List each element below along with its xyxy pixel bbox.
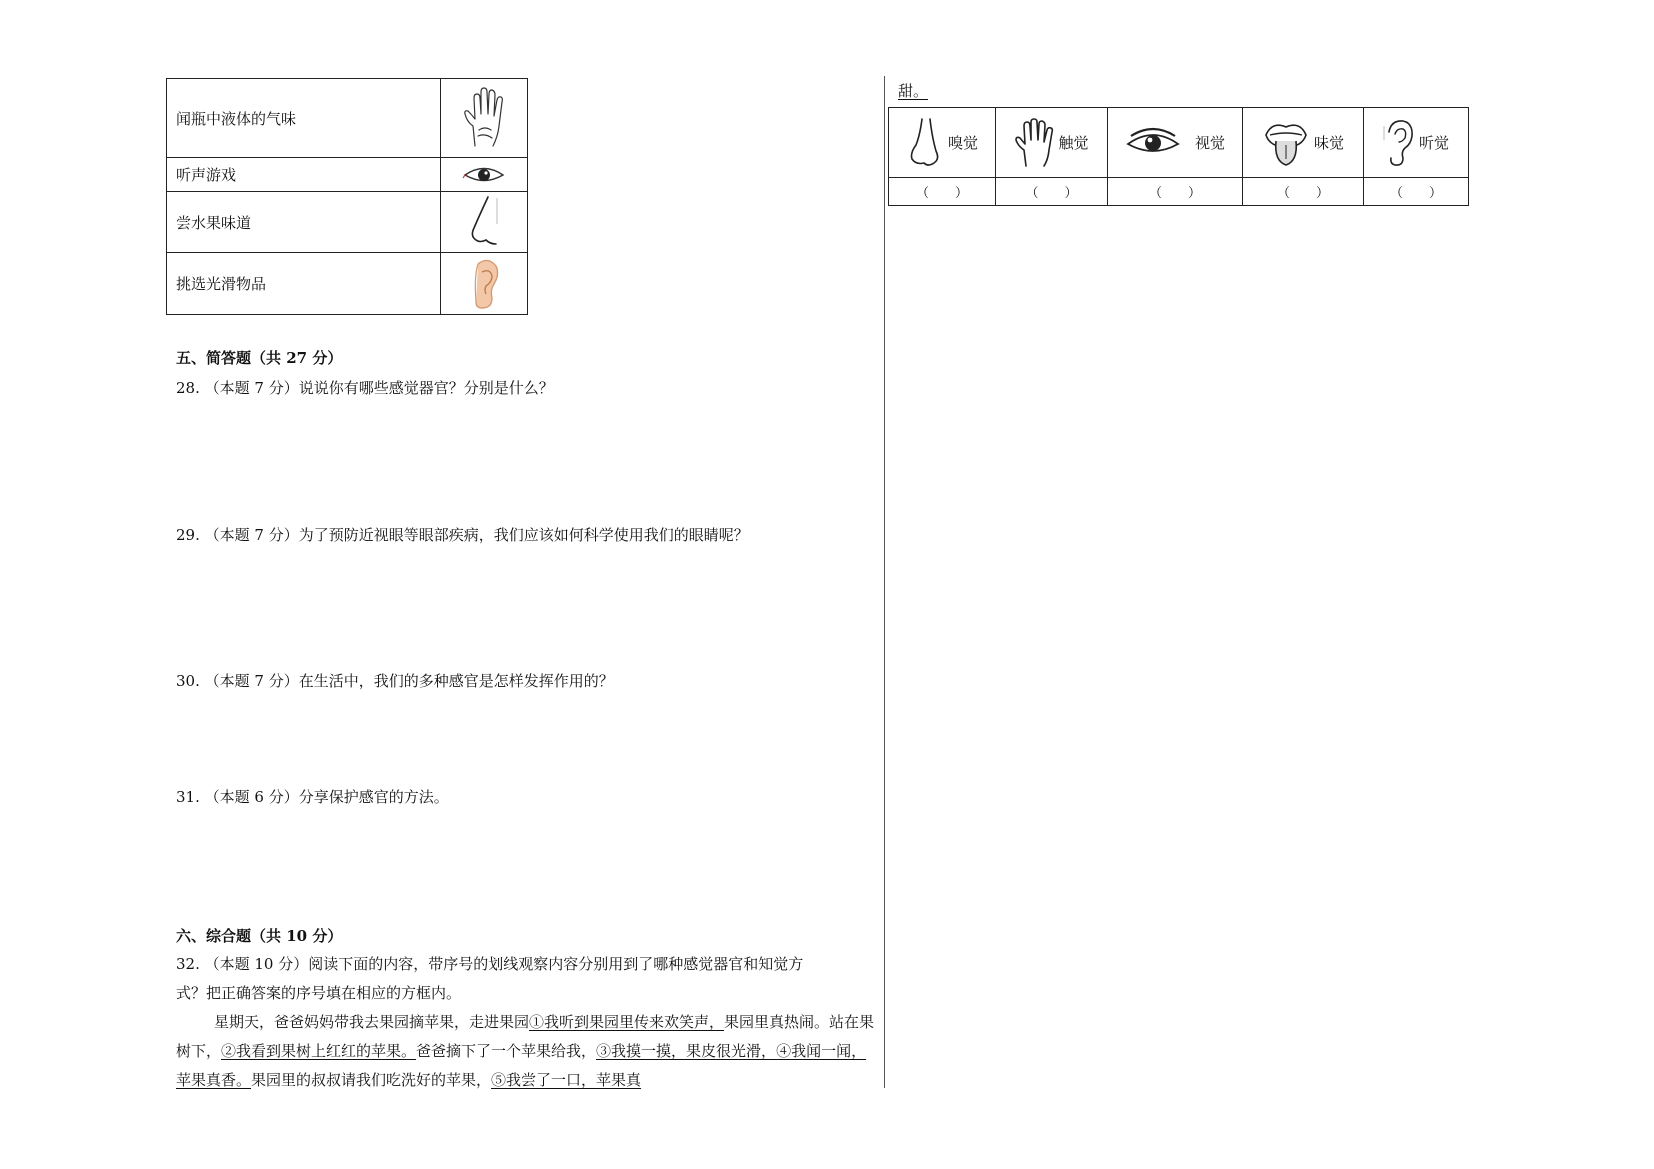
sense-cell-sight (1108, 108, 1243, 178)
observation-2: ②我看到果树上红红的苹果。 (221, 1042, 417, 1060)
story-text: 星期天，爸爸妈妈带我去果园摘苹果，走进果园 (214, 1013, 530, 1031)
matching-table (166, 78, 528, 315)
match-text: 听声游戏 (167, 158, 441, 192)
answer-blank[interactable]: （ ） (1243, 178, 1364, 206)
observation-5-end: 甜。 (898, 82, 929, 100)
question-31: 31. （本题 6 分）分享保护感官的方法。 (176, 788, 449, 806)
sense-cell-touch (996, 108, 1108, 178)
question-32-line2: 式？把正确答案的序号填在相应的方框内。 (176, 984, 462, 1002)
match-text: 尝水果味道 (167, 192, 441, 253)
mouth-tongue-icon (1262, 117, 1310, 169)
story-text: 爸爸摘下了一个苹果给我， (416, 1042, 597, 1060)
answer-blank[interactable]: （ ） (1364, 178, 1469, 206)
story-text: 果园里的叔叔请我们吃洗好的苹果， (251, 1071, 492, 1089)
table-row (167, 192, 528, 253)
sense-cell-taste (1243, 108, 1364, 178)
story-continuation (898, 80, 928, 101)
answer-blank[interactable]: （ ） (1108, 178, 1243, 206)
ear-icon (1383, 118, 1415, 168)
observation-5: ⑤我尝了一口，苹果真 (491, 1071, 642, 1089)
sense-label: 听觉 (1418, 134, 1449, 152)
table-row (167, 158, 528, 192)
nose-icon (906, 117, 944, 169)
question-30: 30. （本题 7 分）在生活中，我们的多种感官是怎样发挥作用的？ (176, 672, 614, 690)
column-divider (884, 76, 885, 1088)
story-text: 果园里真热闹。站在果树下， (176, 1013, 875, 1060)
section6-title: 六、综合题（共 10 分） (176, 927, 343, 945)
hand-icon (1014, 118, 1054, 168)
sense-label: 味觉 (1313, 134, 1344, 152)
story-paragraph (176, 1008, 876, 1095)
sense-icon-row (889, 108, 1469, 178)
answer-blank[interactable]: （ ） (996, 178, 1108, 206)
section5-title: 五、简答题（共 27 分） (176, 349, 343, 367)
sense-label: 视觉 (1194, 134, 1225, 152)
table-row (167, 253, 528, 315)
sense-label: 嗅觉 (947, 134, 978, 152)
match-text: 闻瓶中液体的气味 (167, 79, 441, 158)
eye-icon (1125, 126, 1181, 160)
sense-answer-table (888, 107, 1469, 206)
nose-icon (441, 192, 528, 253)
question-32-line1: 32. （本题 10 分）阅读下面的内容，带序号的划线观察内容分别用到了哪种感觉器官和知觉方 (176, 955, 804, 973)
question-32 (176, 950, 876, 1095)
answer-blank[interactable]: （ ） (889, 178, 996, 206)
observation-1: ①我听到果园里传来欢笑声， (529, 1013, 725, 1031)
observation-4: ④我闻一闻，苹果真香。 (176, 1042, 867, 1089)
question-29: 29. （本题 7 分）为了预防近视眼等眼部疾病，我们应该如何科学使用我们的眼睛呢？ (176, 526, 749, 544)
ear-icon (441, 253, 528, 315)
table-row (167, 79, 528, 158)
match-text: 挑选光滑物品 (167, 253, 441, 315)
eye-icon (441, 158, 528, 192)
observation-3: ③我摸一摸，果皮很光滑， (596, 1042, 777, 1060)
hand-icon (441, 79, 528, 158)
question-28: 28. （本题 7 分）说说你有哪些感觉器官？分别是什么？ (176, 379, 554, 397)
sense-cell-hearing (1364, 108, 1469, 178)
sense-answer-row (889, 178, 1469, 206)
sense-cell-smell (889, 108, 996, 178)
sense-label: 触觉 (1058, 134, 1089, 152)
